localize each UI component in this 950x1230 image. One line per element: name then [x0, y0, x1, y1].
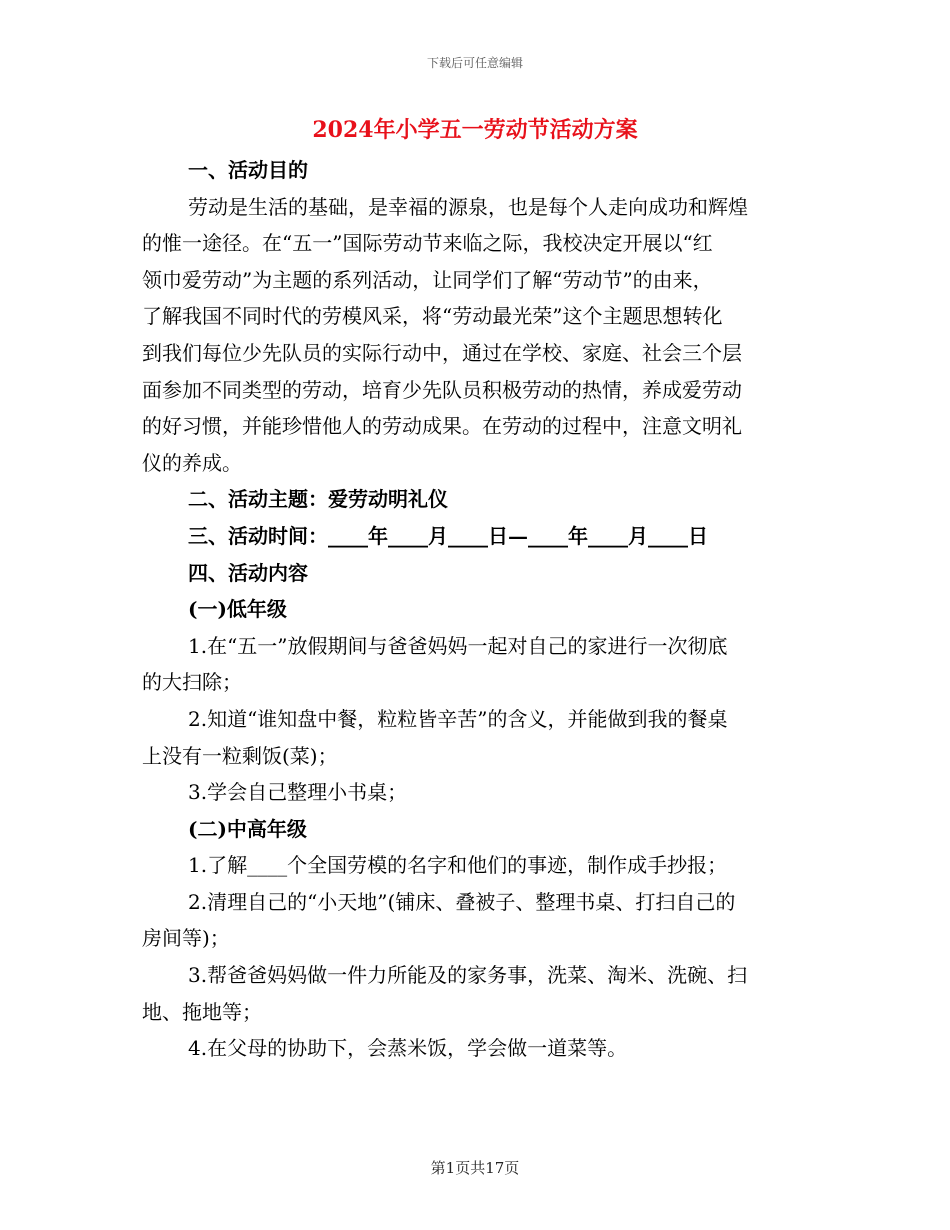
- paragraph-line: 2.知道“谁知盘中餐，粒粒皆辛苦”的含义，并能做到我的餐桌: [188, 706, 728, 731]
- section-heading: 三、活动时间：____年____月____日—____年____月____日: [188, 523, 708, 548]
- page-footer: 第1页共17页: [430, 1159, 520, 1177]
- section-heading: (二)中高年级: [188, 816, 307, 841]
- paragraph-line: 劳动是生活的基础，是幸福的源泉，也是每个人走向成功和辉煌: [188, 194, 748, 219]
- section-heading: 一、活动目的: [188, 158, 308, 182]
- paragraph-line: 的好习惯，并能珍惜他人的劳动成果。在劳动的过程中，注意文明礼: [142, 414, 742, 439]
- paragraph-line: 面参加不同类型的劳动，培育少先队员积极劳动的热情，养成爱劳动: [142, 377, 742, 402]
- page-header-note: 下载后可任意编辑: [426, 56, 523, 70]
- paragraph-line: 1.在“五一”放假期间与爸爸妈妈一起对自己的家进行一次彻底: [188, 633, 728, 658]
- section-heading: (一)低年级: [188, 597, 287, 622]
- paragraph-line: 4.在父母的协助下，会蒸米饭，学会做一道菜等。: [188, 1036, 628, 1061]
- paragraph-line: 领巾爱劳动”为主题的系列活动，让同学们了解“劳动节”的由来，: [142, 267, 713, 292]
- paragraph-line: 2.清理自己的“小天地”(铺床、叠被子、整理书桌、打扫自己的: [188, 889, 736, 914]
- paragraph-line: 地、拖地等；: [142, 999, 262, 1024]
- paragraph-line: 上没有一粒剩饭(菜)；: [142, 743, 338, 768]
- document-title: 2024年小学五一劳动节活动方案: [312, 117, 638, 143]
- paragraph-line: 的惟一途径。在“五一”国际劳动节来临之际，我校决定开展以“红: [142, 231, 713, 256]
- paragraph-line: 了解我国不同时代的劳模风采，将“劳动最光荣”这个主题思想转化: [142, 304, 723, 329]
- paragraph-line: 的大扫除；: [142, 670, 242, 695]
- document-body: [142, 152, 812, 1067]
- section-heading: 二、活动主题：爱劳动明礼仪: [188, 487, 448, 512]
- paragraph-line: 3.学会自己整理小书桌；: [188, 780, 408, 805]
- paragraph-line: 房间等)；: [142, 926, 230, 951]
- paragraph-line: 1.了解____个全国劳模的名字和他们的事迹，制作成手抄报；: [188, 853, 728, 878]
- paragraph-line: 到我们每位少先队员的实际行动中，通过在学校、家庭、社会三个层: [142, 340, 742, 365]
- section-heading: 四、活动内容: [188, 560, 308, 585]
- paragraph-line: 仪的养成。: [142, 450, 242, 475]
- paragraph-line: 3.帮爸爸妈妈做一件力所能及的家务事，洗菜、淘米、洗碗、扫: [188, 963, 748, 988]
